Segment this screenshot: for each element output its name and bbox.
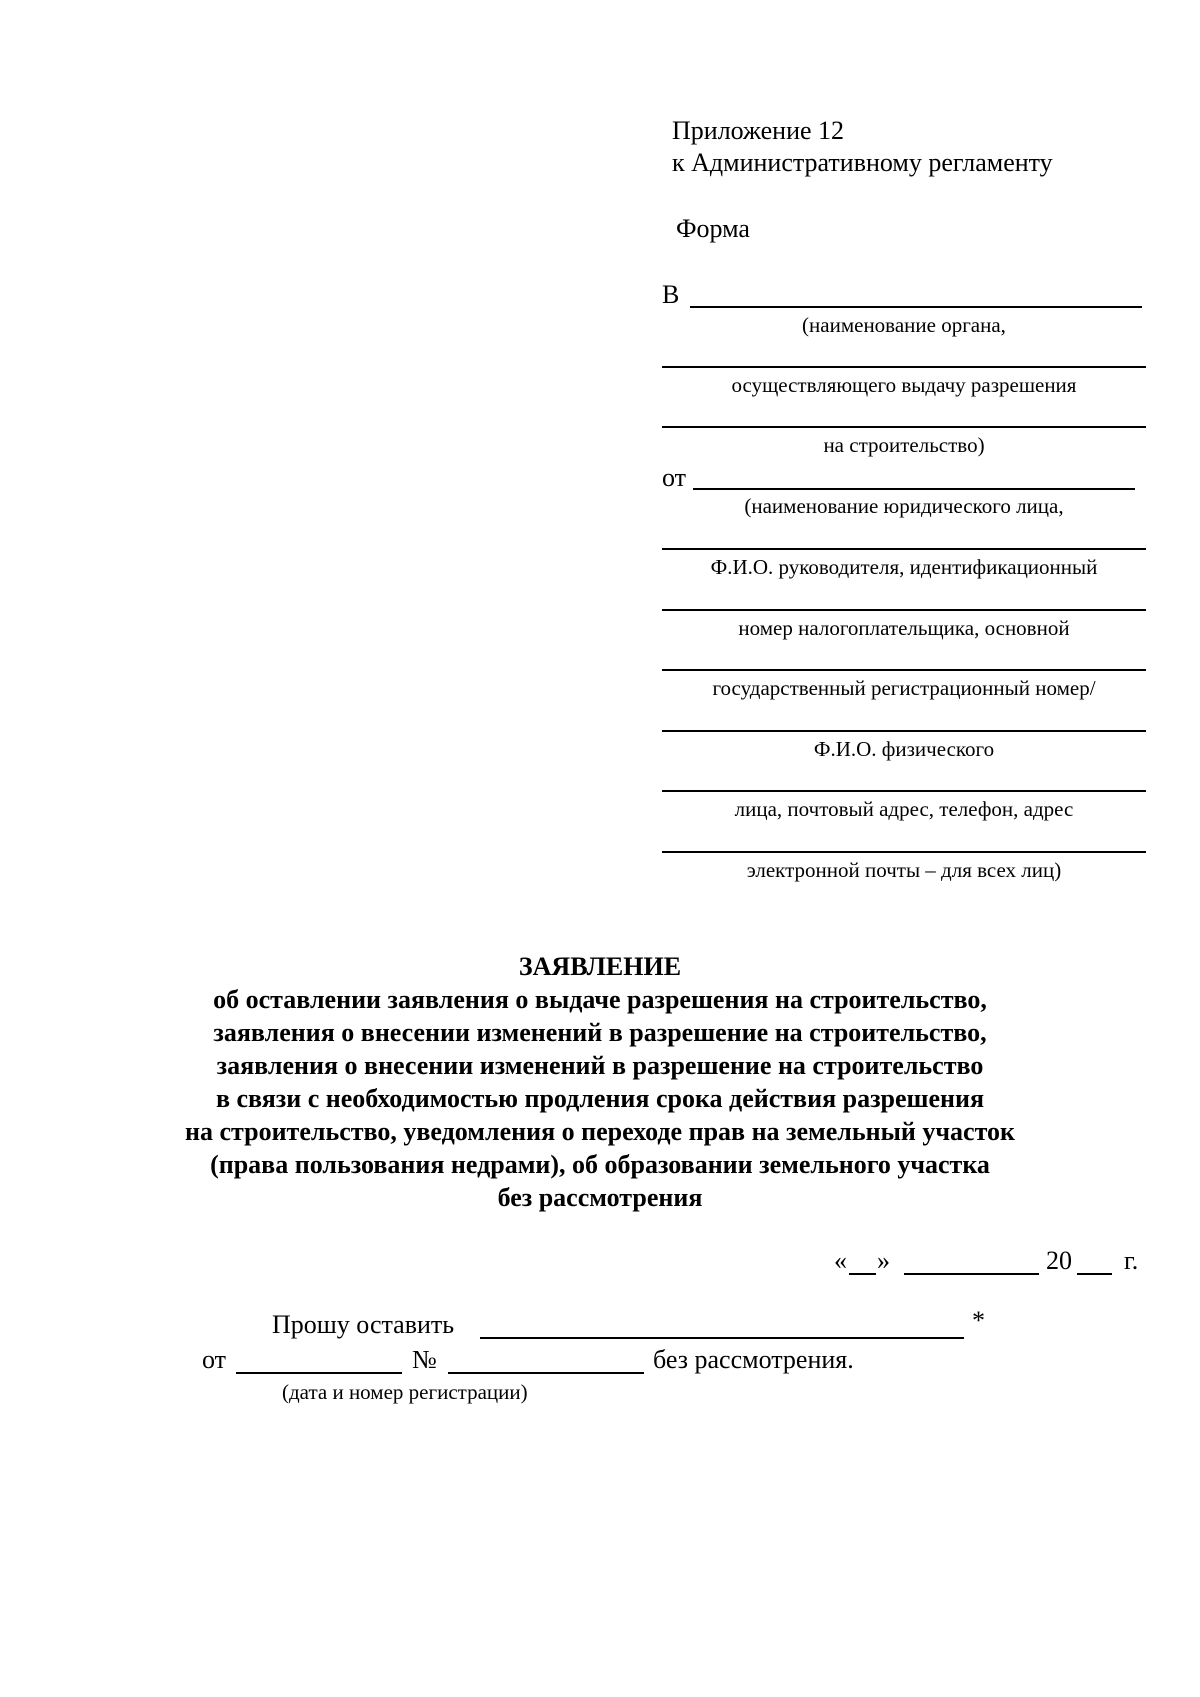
request-asterisk: *	[972, 1306, 985, 1335]
from-field-line-4[interactable]	[662, 669, 1146, 671]
number-sign: №	[412, 1345, 437, 1374]
request-from-prefix: от	[202, 1345, 227, 1374]
date-month-field[interactable]	[904, 1273, 1039, 1275]
request-prefix: Прошу оставить	[272, 1310, 455, 1339]
from-field-line-2[interactable]	[662, 548, 1146, 550]
date-day-field[interactable]	[849, 1273, 876, 1275]
from-field-line-7[interactable]	[662, 851, 1146, 853]
document-title	[100, 950, 1100, 1214]
to-caption-1: (наименование органа,	[802, 313, 1006, 337]
title-line-1: об оставлении заявления о выдаче разрешения на строительство,	[213, 985, 987, 1014]
from-field-line[interactable]	[693, 488, 1135, 490]
from-caption-3: номер налогоплательщика, основной	[738, 616, 1070, 640]
to-prefix: В	[662, 280, 680, 309]
title-line-6: (права пользования недрами), об образовании земельного участка	[210, 1150, 990, 1179]
date-year-suffix: г.	[1124, 1246, 1139, 1275]
from-caption-4: государственный регистрационный номер/	[712, 676, 1096, 700]
date-year-field[interactable]	[1077, 1273, 1112, 1275]
from-prefix: от	[662, 463, 687, 492]
from-caption-5: Ф.И.О. физического	[813, 737, 995, 761]
registration-number-field[interactable]	[448, 1372, 644, 1374]
title-line-7: без рассмотрения	[497, 1183, 703, 1212]
regulation-label: к Административному регламенту	[672, 148, 1053, 177]
form-label: Форма	[676, 214, 750, 243]
from-field-line-5[interactable]	[662, 730, 1146, 732]
date-year-prefix: 20	[1046, 1246, 1072, 1275]
to-field-line-2[interactable]	[662, 366, 1146, 368]
date-close-quote: »	[877, 1246, 890, 1275]
title-line-4: в связи с необходимостью продления срока действия разрешения	[215, 1084, 985, 1113]
request-subject-field[interactable]	[480, 1337, 964, 1339]
title-line-3: заявления о внесении изменений в разрешение на строительство	[216, 1051, 984, 1080]
to-field-line-3[interactable]	[662, 426, 1146, 428]
from-caption-1: (наименование юридического лица,	[744, 494, 1064, 518]
title-line-5: на строительство, уведомления о переходе прав на земельный участок	[185, 1117, 1015, 1146]
from-field-line-6[interactable]	[662, 790, 1146, 792]
from-caption-7: электронной почты – для всех лиц)	[746, 858, 1062, 882]
date-open-quote: «	[834, 1246, 847, 1275]
registration-caption: (дата и номер регистрации)	[282, 1380, 528, 1404]
from-caption-2: Ф.И.О. руководителя, идентификационный	[710, 555, 1098, 579]
appendix-label: Приложение 12	[672, 116, 845, 145]
from-caption-6: лица, почтовый адрес, телефон, адрес	[734, 797, 1074, 821]
from-field-line-3[interactable]	[662, 609, 1146, 611]
request-suffix: без рассмотрения.	[653, 1345, 854, 1374]
registration-date-field[interactable]	[236, 1372, 402, 1374]
to-caption-3: на строительство)	[823, 433, 985, 457]
title-line-2: заявления о внесении изменений в разрешение на строительство,	[213, 1018, 987, 1047]
to-field-line[interactable]	[690, 306, 1142, 308]
to-caption-2: осуществляющего выдачу разрешения	[731, 373, 1077, 397]
title-heading: ЗАЯВЛЕНИЕ	[518, 952, 682, 981]
